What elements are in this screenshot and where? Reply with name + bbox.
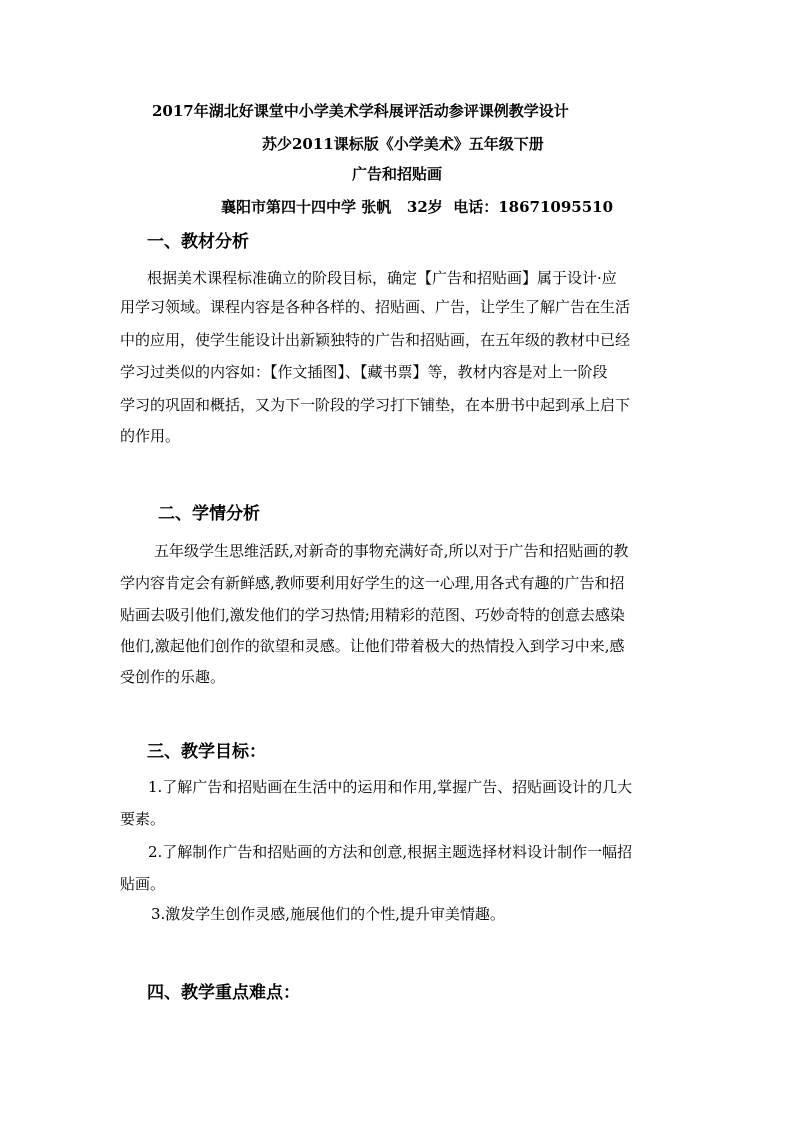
objective-line: 2.了解制作广告和招贴画的方法和创意,根据主题选择材料设计制作一幅招: [148, 843, 633, 861]
section-heading-textbook-analysis: 一、教材分析: [147, 232, 249, 252]
paragraph-line: 用学习领域。课程内容是各种各样的、招贴画、广告，让学生了解广告在生活: [120, 298, 631, 316]
objective-line: 1.了解广告和招贴画在生活中的运用和作用,掌握广告、招贴画设计的几大: [148, 778, 633, 796]
paragraph-line: 根据美术课程标准确立的阶段目标，确定【广告和招贴画】属于设计·应: [147, 269, 617, 287]
paragraph-line: 的作用。: [120, 427, 181, 445]
objective-line: 贴画。: [120, 875, 166, 893]
objective-line: 要素。: [120, 810, 166, 828]
paragraph-line: 他们,激起他们创作的欲望和灵感。让他们带着极大的热情投入到学习中来,感: [120, 637, 625, 655]
document-title: 2017年湖北好课堂中小学美术学科展评活动参评课例教学设计: [152, 102, 569, 120]
author-info: 襄阳市第四十四中学 张帆 32岁 电话：18671095510: [221, 198, 614, 216]
section-heading-teaching-objectives: 三、教学目标：: [147, 742, 266, 762]
objective-line: 3.激发学生创作灵感,施展他们的个性,提升审美情趣。: [151, 905, 505, 923]
section-heading-student-analysis: 二、学情分析: [158, 504, 260, 524]
paragraph-line: 学内容肯定会有新鲜感,教师要利用好学生的这一心理,用各式有趣的广告和招: [120, 574, 625, 592]
paragraph-line: 学习过类似的内容如：【作文插图】、【藏书票】等，教材内容是对上一阶段: [120, 363, 608, 381]
paragraph-line: 中的应用，使学生能设计出新颖独特的广告和招贴画，在五年级的教材中已经: [120, 331, 631, 349]
paragraph-line: 受创作的乐趣。: [120, 668, 226, 686]
textbook-edition: 苏少2011课标版《小学美术》五年级下册: [262, 135, 544, 153]
paragraph-line: 贴画去吸引他们,激发他们的学习热情;用精彩的范图、巧妙奇特的创意去感染: [120, 606, 625, 624]
paragraph-line: 学习的巩固和概括，又为下一阶段的学习打下铺垫，在本册书中起到承上启下: [120, 396, 631, 414]
lesson-title: 广告和招贴画: [352, 165, 443, 183]
section-heading-key-difficulties: 四、教学重点难点：: [147, 983, 300, 1003]
paragraph-line: 五年级学生思维活跃,对新奇的事物充满好奇,所以对于广告和招贴画的教: [154, 542, 629, 560]
